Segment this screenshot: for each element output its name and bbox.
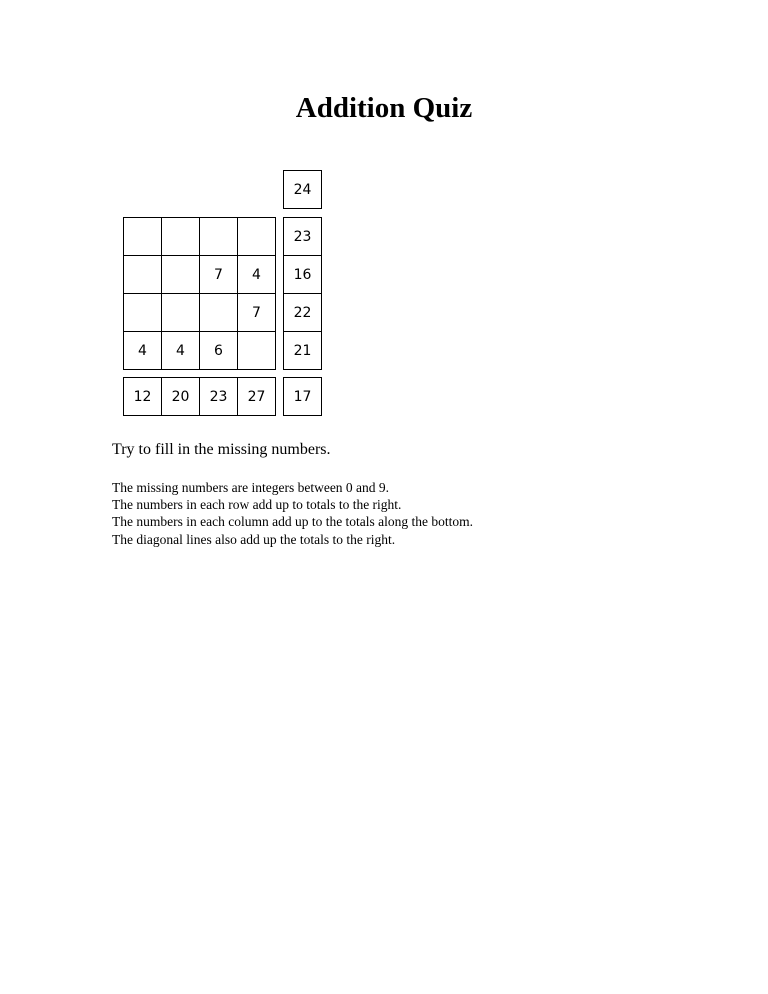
row-total-cell: 22 <box>283 293 322 332</box>
page-title: Addition Quiz <box>295 92 473 124</box>
row-total-cell: 23 <box>283 217 322 256</box>
empty-cell[interactable] <box>199 217 238 256</box>
given-number-cell: 7 <box>237 293 276 332</box>
column-total-cell: 27 <box>237 377 276 416</box>
given-number-cell: 4 <box>237 255 276 294</box>
empty-cell[interactable] <box>123 217 162 256</box>
given-number-cell: 7 <box>199 255 238 294</box>
given-number-cell: 4 <box>123 331 162 370</box>
given-number-cell: 4 <box>161 331 200 370</box>
empty-cell[interactable] <box>161 293 200 332</box>
empty-cell[interactable] <box>237 217 276 256</box>
row-total-cell: 21 <box>283 331 322 370</box>
row-total-cell: 16 <box>283 255 322 294</box>
column-total-cell: 23 <box>199 377 238 416</box>
rules-list <box>112 479 473 548</box>
empty-cell[interactable] <box>161 255 200 294</box>
rule-line: The missing numbers are integers between 0 and 9. <box>112 480 390 495</box>
rule-line: The diagonal lines also add up the totals to the right. <box>112 531 396 547</box>
rule-line: The numbers in each column add up to the totals along the bottom. <box>112 514 474 530</box>
empty-cell[interactable] <box>199 293 238 332</box>
rule-line: The numbers in each row add up to totals to the right. <box>112 497 402 513</box>
diagonal-total-top: 24 <box>283 170 322 209</box>
empty-cell[interactable] <box>123 293 162 332</box>
instructions-intro: Try to fill in the missing numbers. <box>112 441 331 458</box>
column-total-cell: 12 <box>123 377 162 416</box>
given-number-cell: 6 <box>199 331 238 370</box>
empty-cell[interactable] <box>161 217 200 256</box>
empty-cell[interactable] <box>123 255 162 294</box>
empty-cell[interactable] <box>237 331 276 370</box>
column-total-cell: 20 <box>161 377 200 416</box>
diagonal-total-bottom: 17 <box>283 377 322 416</box>
